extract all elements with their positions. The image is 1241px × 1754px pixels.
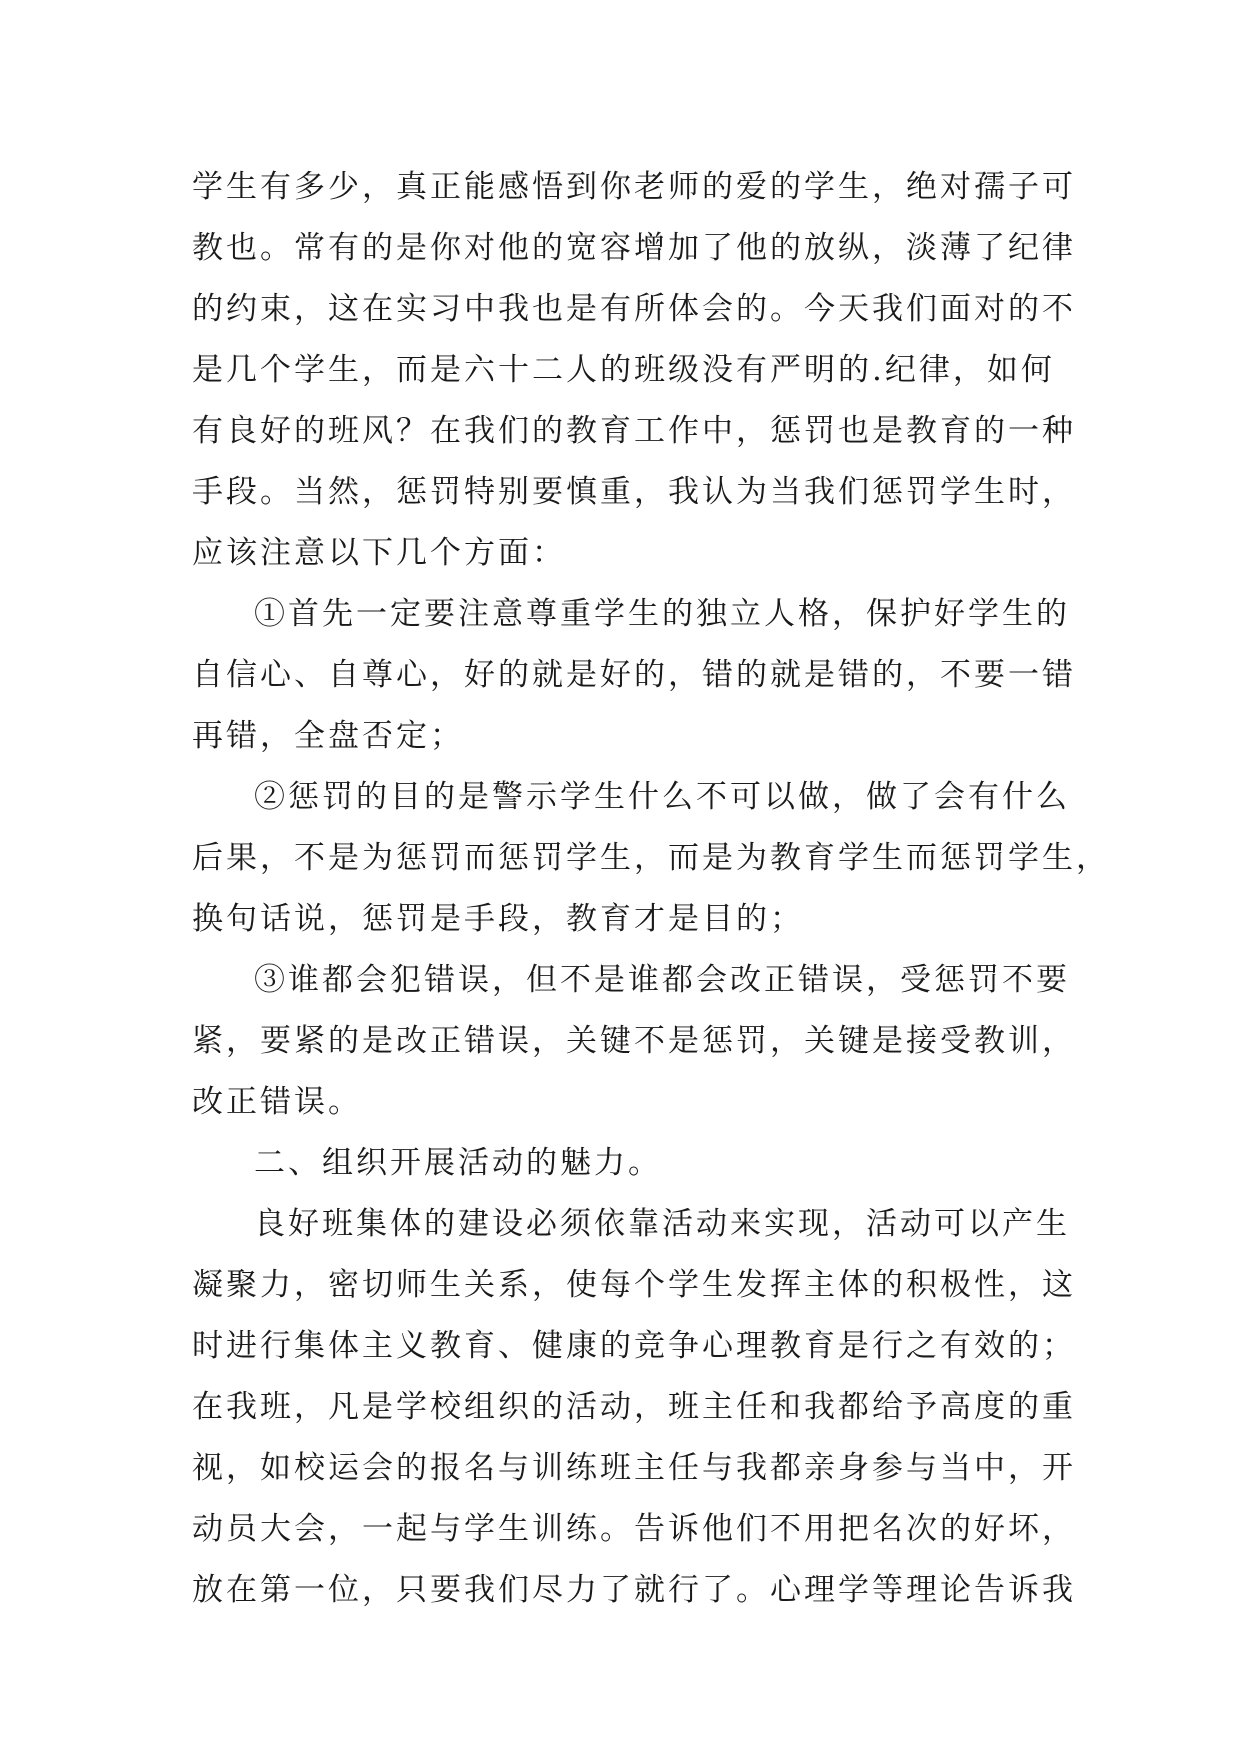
text-line: 改正错误。 bbox=[192, 1084, 362, 1120]
text-line: 紧，要紧的是改正错误，关键不是惩罚，关键是接受教训， bbox=[192, 1023, 1076, 1059]
text-line: 手段。当然，惩罚特别要慎重，我认为当我们惩罚学生时， bbox=[192, 474, 1076, 510]
text-line: 自信心、自尊心，好的就是好的，错的就是错的，不要一错 bbox=[192, 657, 1076, 693]
text-line: 学生有多少，真正能感悟到你老师的爱的学生，绝对孺子可 bbox=[192, 169, 1076, 205]
document-body bbox=[192, 157, 1110, 1621]
text-line: 换句话说，惩罚是手段，教育才是目的； bbox=[192, 901, 804, 937]
text-line: 应该注意以下几个方面： bbox=[192, 535, 566, 571]
text-line: 是几个学生，而是六十二人的班级没有严明的.纪律，如何 bbox=[192, 352, 1055, 388]
text-line: ③谁都会犯错误，但不是谁都会改正错误，受惩罚不要 bbox=[254, 962, 1070, 998]
text-line: 视，如校运会的报名与训练班主任与我都亲身参与当中，开 bbox=[192, 1450, 1076, 1486]
text-line: 放在第一位，只要我们尽力了就行了。心理学等理论告诉我 bbox=[192, 1572, 1076, 1608]
text-line: 的约束，这在实习中我也是有所体会的。今天我们面对的不 bbox=[192, 291, 1076, 327]
text-line: 在我班，凡是学校组织的活动，班主任和我都给予高度的重 bbox=[192, 1389, 1076, 1425]
text-line: 教也。常有的是你对他的宽容增加了他的放纵，淡薄了纪律 bbox=[192, 230, 1076, 266]
text-line: 良好班集体的建设必须依靠活动来实现，活动可以产生 bbox=[254, 1206, 1070, 1242]
text-line: ②惩罚的目的是警示学生什么不可以做，做了会有什么 bbox=[254, 779, 1070, 815]
text-line: 动员大会，一起与学生训练。告诉他们不用把名次的好坏， bbox=[192, 1511, 1076, 1547]
text-line: 再错，全盘否定； bbox=[192, 718, 464, 754]
text-line: 时进行集体主义教育、健康的竞争心理教育是行之有效的； bbox=[192, 1328, 1076, 1364]
text-line: 凝聚力，密切师生关系，使每个学生发挥主体的积极性，这 bbox=[192, 1267, 1076, 1303]
text-line: ①首先一定要注意尊重学生的独立人格，保护好学生的 bbox=[254, 596, 1070, 632]
text-line: 后果，不是为惩罚而惩罚学生，而是为教育学生而惩罚学生， bbox=[192, 840, 1110, 876]
section-heading: 二、组织开展活动的魅力。 bbox=[254, 1145, 662, 1181]
text-line: 有良好的班风？在我们的教育工作中，惩罚也是教育的一种 bbox=[192, 413, 1076, 449]
